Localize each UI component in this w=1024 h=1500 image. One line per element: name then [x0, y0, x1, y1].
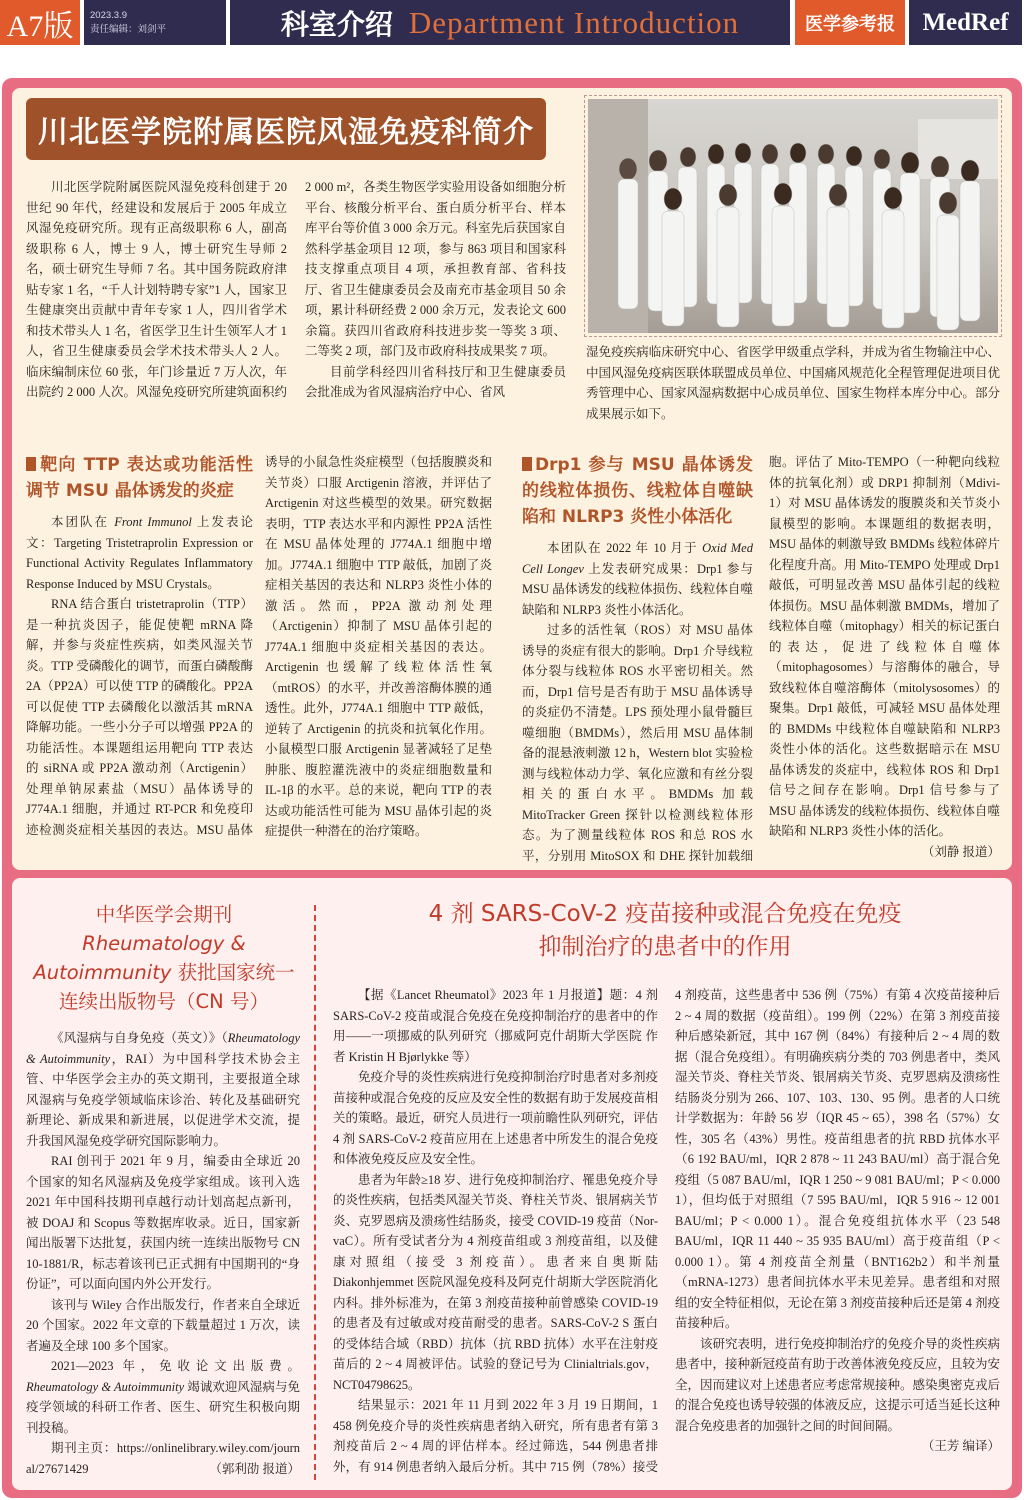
journal-title-line-2: Rheumatology & — [82, 932, 246, 955]
vaccine-paragraph-2: 免疫介导的炎性疾病进行免疫抑制治疗时患者对多剂疫苗接种或混合免疫的反应及安全性的数据有助于发展疫苗相关的策略。最近，研究人员进行一项前瞻性队列研究，评估 4 剂 SARS-CoV-2 疫苗应用在上述患者中所发生的混合免疫和体液免疫反应及安全性。 — [333, 1070, 659, 1166]
drp1-paragraph-2: 过多的活性氧（ROS）对 MSU 晶体诱导的炎症有很大的影响。Drp1 介导线粒体分裂与线粒体 ROS 水平密切相关。然而，Drp1 信号是否有助于 MSU 晶体诱导的炎症仍不清楚。LPS 预处理小鼠骨髓巨噬细胞（BMDMs），然后用 MSU 晶体制备的混悬液刺激 12 h，Western blot 实验检测与线粒体动力学、氧化应激和有丝分裂相关的蛋白水平。BMDMs 加载 MitoTracker Green 探针以检测线粒体形态。为了测量线粒体 ROS 和总 ROS 水平，分别用 MitoSOX 和 DHE 探针加载细胞。评估了 Mito-TEMPO（一种靶向线粒体的抗氧化剂）或 DRP1 抑制剂（Mdivi-1）对 MSU 晶体诱发的腹膜炎和关节炎小鼠模型的影响。本课题组的数据表明，MSU 晶体的刺激导致 BMDMs 线粒体碎片化程度升高。用 Mito-TEMPO 处理或 Drp1 敲低，可明显改善 MSU 晶体引起的线粒体损伤。MSU 晶体刺激 BMDMs，增加了线粒体自噬（mitophagy）相关的标记蛋白的表达，促进了线粒体自噬体（mitophagosomes）与溶酶体的融合，导致线粒体自噬溶酶体（mitolysosomes）的聚集。Drp1 敲低，可减轻 MSU 晶体处理的 BMDMs 中线粒体自噬缺陷和 NLRP3 炎性小体的活化。这些数据暗示在 MSU 晶体诱发的炎症中，线粒体 ROS 和 Drp1 信号之间存在影响。Drp1 信号参与了 MSU 晶体诱发的线粒体损伤、线粒体自噬缺陷和 NLRP3 炎性小体的活化。 — [522, 455, 1000, 863]
intro-column-3 — [586, 342, 1000, 424]
vaccine-paragraph-5: 该研究表明，进行免疫抑制治疗的免疫介导的炎性疾病患者中，接种新冠疫苗有助于改善体液免疫反应，且较为安全，因而建议对上述患者应考虑常规接种。感染奥密克戎后的混合免疫也诱导较强的体液反应，这提示可适当延长这种混合免疫患者的加强针之间的时间间隔。 — [675, 1336, 1001, 1433]
square-bullet-icon — [522, 457, 532, 471]
vaccine-byline: （王芳 编译） — [921, 1439, 1000, 1453]
drp1-byline: （刘静 报道） — [921, 844, 1000, 859]
vaccine-title-line-2: 抑制治疗的患者中的作用 — [538, 934, 792, 960]
ttp-article — [26, 452, 492, 842]
paper-name-cn: 医学参考报 — [795, 0, 905, 45]
drp1-paragraph-1: 本团队在 2022 年 10 月于 Oxid Med Cell Longev 上发表研究成果：Drp1 参与 MSU 晶体诱发的线粒体损伤、线粒体自噬缺陷和 NLRP3 炎性小体活化。 — [522, 541, 753, 617]
journal-paragraph-2: RAI 创刊于 2021 年 9 月，编委由全球近 20 个国家的知名风湿病及免疫学家组成。该刊入选 2021 年中国科技期刊卓越行动计划高起点新刊，被 DOAJ 和 Scopus 等数据库收录。近日，国家新闻出版署下达批复，获国内统一连续出版物号 CN 10-1881/R，标志着该刊已正式拥有中国期刊的“身份证”，可以面向国内外公开发行。 — [26, 1154, 300, 1291]
team-photo — [584, 95, 1002, 337]
vaccine-paragraph-1: 【据《Lancet Rheumatol》2023 年 1 月报道】题：4 剂 SARS-CoV-2 疫苗或混合免疫在免疫抑制治疗的患者中的作用——一项挪威的队列研究（挪威阿克什胡斯大学医院 作者 Kristin H Bjørlykke 等） — [333, 988, 658, 1064]
square-bullet-icon — [26, 457, 36, 471]
journal-byline: （郭利劭 报道） — [209, 1462, 300, 1476]
drp1-article — [522, 452, 1000, 866]
journal-paragraph-3: 该刊与 Wiley 合作出版发行，作者来自全球近 20 个国家。2022 年文章的下载量超过 1 万次，读者遍及全球 100 多个国家。 — [26, 1297, 300, 1353]
vaccine-article-title — [330, 898, 1000, 964]
team-photo-image — [588, 99, 998, 333]
date-editor-block — [84, 0, 226, 45]
edition-label: A7版 — [0, 0, 80, 45]
editor-credit: 责任编辑：刘剑平 — [90, 23, 167, 35]
ttp-article-title: 靶向 TTP 表达或功能活性调节 MSU 晶体诱发的炎症 — [26, 455, 253, 501]
ttp-paragraph-2: RNA 结合蛋白 tristetraprolin（TTP）是一种抗炎因子，能促使靶 mRNA 降解，并参与炎症性疾病，如类风湿关节炎。TTP 受磷酸化的调节，而蛋白磷酸酶 2A（PP2A）可以使 TTP 的磷酸化。PP2A 可以促使 TTP 去磷酸化以激活其 mRNA 降解功能。一些小分子可以增强 PP2A 的功能活性。本课题组运用靶向 TTP 表达的 siRNA 或 PP2A 激动剂（Arctigenin）处理单钠尿素盐（MSU）晶体诱导的 J774A.1 细胞，并通过 RT-PCR 和免疫印迹检测炎症相关基因的表达。MSU 晶体诱导的小鼠急性炎症模型（包括腹膜炎和关节炎）口服 Arctigenin 溶液，并评估了 Arctigenin 对这些模型的效果。研究数据表明，TTP 表达水平和内源性 PP2A 活性在 MSU 晶体处理的 J774A.1 细胞中增加。J774A.1 细胞中 TTP 敲低，加剧了炎症相关基因的表达和 NLRP3 炎性小体的激活。然而，PP2A 激动剂处理（Arctigenin）抑制了 MSU 晶体引起的 J774A.1 细胞中炎症相关基因的表达。Arctigenin 也缓解了线粒体活性氧（mtROS）的水平，并改善溶酶体膜的通透性。此外，J774A.1 细胞中 TTP 敲低，逆转了 Arctigenin 的抗炎和抗氧化作用。小鼠模型口服 Arctigenin 显著减轻了足垫肿胀、腹腔灌洗液中的炎症细胞数量和 IL-1β 的水平。总的来说，靶向 TTP 的表达或功能活性可能为 MSU 晶体引起的炎症提供一种潜在的治疗策略。 — [26, 455, 492, 838]
ttp-paragraph-1: 本团队在 Front Immunol 上发表论文：Targeting Tristetraprolin Expression or Functional Activity Regulates Inflammatory Response Induced by MSU Crystals。 — [26, 515, 253, 591]
section-title — [230, 0, 790, 45]
journal-article-body — [26, 1028, 300, 1480]
journal-article-title — [24, 900, 304, 1016]
intro-paragraph-2: 目前学科经四川省科技厅和卫生健康委员会批准成为省风湿病治疗中心、省风 — [305, 364, 566, 399]
intro-paragraph-2-continued: 湿免疫疾病临床研究中心、省医学甲级重点学科，并成为省生物输注中心、中国风湿免疫病医联体联盟成员单位、中国痛风规范化全程管理促进项目优秀管理中心、国家风湿病数据中心成员单位、国家生物样本库分中心。部分成果展示如下。 — [586, 345, 1000, 421]
paper-name-en: MedRef — [909, 0, 1022, 45]
journal-paragraph-4: 2021—2023 年，免收论文出版费。Rheumatology & Autoimmunity 竭诚欢迎风湿病与免疫学领域的科研工作者、医生、研究生积极向期刊投稿。 — [26, 1359, 300, 1435]
column-divider — [314, 905, 316, 1480]
issue-date: 2023.3.9 — [90, 9, 127, 21]
vaccine-paragraph-4: 结果显示：2021 年 11 月到 2022 年 3 月 19 日期间，1 458 例免疫介导的炎性疾病患者纳入研究，所有患者有第 3 剂疫苗后 2 ~ 4 周的评估样本。经过筛选，544 例患者排外，有 914 例患者纳入最后分析。其中 715 例（78%）接受 4 剂疫苗，这些患者中 536 例（75%）有第 4 次疫苗接种后 2 ~ 4 周的数据（疫苗组）。199 例（22%）在第 3 剂疫苗接种后感染新冠，其中 167 例（84%）有接种后 2 ~ 4 周的数据（混合免疫组）。有明确疾病分类的 703 例患者中，类风湿关节炎、脊柱关节炎、银屑病关节炎、克罗恩病及溃疡性结肠炎分别为 266、107、103、130、95 例。患者的人口统计学数据为：年龄 56 岁（IQR 45 ~ 65），398 名（57%）女性，305 名（43%）男性。疫苗组患者的抗 RBD 抗体水平（6 192 BAU/ml，IQR 2 878 ~ 11 243 BAU/ml）高于混合免疫组（5 087 BAU/ml，IQR 1 250 ~ 9 081 BAU/ml；P < 0.000 1），但均低于对照组（7 595 BAU/ml，IQR 5 916 ~ 12 001 BAU/ml；P < 0.000 1）。混合免疫组抗体水平（23 548 BAU/ml，IQR 11 440 ~ 35 935 BAU/ml）高于疫苗组（P < 0.000 1）。第 4 剂疫苗全剂量（BNT162b2）和半剂量（mRNA-1273）患者间抗体水平未见差异。患者组和对照组的安全特征相似，无论在第 3 剂疫苗接种后还是第 4 剂疫苗接种后。 — [333, 988, 1001, 1474]
journal-paragraph-1: 《风湿病与自身免疫（英文）》（Rheumatology & Autoimmunity，RAI）为中国科学技术协会主管、中华医学会主办的英文期刊，主要报道全球风湿病与免疫学领域临床诊治、转化及基础研究新理论、新成果和新进展，以促进学术交流，提升我国风湿免疫学研究国际影响力。 — [26, 1031, 300, 1148]
section-title-en: Department Introduction — [408, 4, 740, 40]
journal-title-line-1: 中华医学会期刊 — [95, 903, 233, 926]
vaccine-article-body — [333, 985, 1000, 1477]
journal-title-line-3: Autoimmunity 获批国家统一 — [33, 961, 295, 984]
department-title: 川北医学院附属医院风湿免疫科简介 — [26, 98, 546, 160]
intro-columns — [26, 177, 566, 403]
vaccine-paragraph-3: 患者为年龄≥18 岁、进行免疫抑制治疗、罹患免疫介导的炎性疾病，包括类风湿关节炎、脊柱关节炎、银屑病关节炎、克罗恩病及溃疡性结肠炎，接受 COVID-19 疫苗（Nor-vaC）。所有受试者分为 4 剂疫苗组或 3 剂疫苗组，以及健康对照组（接受 3 剂疫苗）。患者来自奥斯陆 Diakonhjemmet 医院风湿免疫科及阿克什胡斯大学医院消化内科。排外标准为，在第 3 剂疫苗接种前曾感染 COVID-19 的患者及有过敏或对疫苗耐受的患者。SARS-CoV-2 S 蛋白的受体结合域（RBD）抗体（抗 RBD 抗体）水平在注射疫苗后的 2 ~ 4 周被评估。试验的登记号为 Clinialtrials.gov，NCT04798625。 — [333, 1172, 659, 1392]
vaccine-title-line-1: 4 剂 SARS-CoV-2 疫苗接种或混合免疫在免疫 — [428, 901, 902, 927]
journal-title-line-4: 连续出版物号（CN 号） — [59, 990, 269, 1013]
drp1-article-title: Drp1 参与 MSU 晶体诱发的线粒体损伤、线粒体自噬缺陷和 NLRP3 炎性小体活化 — [522, 455, 753, 527]
intro-paragraph-1: 川北医学院附属医院风湿免疫科创建于 20 世纪 90 年代，经建设和发展后于 2005 年成立风湿免疫研究所。现有正高级职称 6 人，副高级职称 6 人，博士 9 人，博士研究生导师 2 名，硕士研究生导师 7 名。其中国务院政府津贴专家 1 名，“千人计划特聘专家”1 人，国家卫生健康突出贡献中青年专家 1 人，四川省学术和技术带头人 1 名，省医学卫生计生领军人才 1 人，省卫生健康委员会学术技术带头人 2 人。临床编制床位 60 张，年门诊量近 7 万人次，年出院约 2 000 人次。风湿免疫研究所建筑面积约 2 000 m²，各类生物医学实验用设备如细胞分析平台、核酸分析平台、蛋白质分析平台、样本库平台等价值 3 000 余万元。科室先后获国家自然科学基金项目 12 项，参与 863 项目和国家科技支撑重点项目 4 项，承担教育部、省科技厅、省卫生健康委员会及南充市基金项目 50 余项，累计科研经费 2 000 余万元，发表论文 600 余篇。获四川省政府科技进步奖一等奖 3 项、二等奖 2 项，部门及市政府科技成果奖 7 项。 — [26, 180, 566, 399]
page-header — [0, 0, 1024, 45]
journal-homepage-link[interactable]: 期刊主页：https://onlinelibrary.wiley.com/journal/27671429 — [26, 1441, 300, 1476]
section-title-cn: 科室介绍 — [280, 7, 393, 41]
